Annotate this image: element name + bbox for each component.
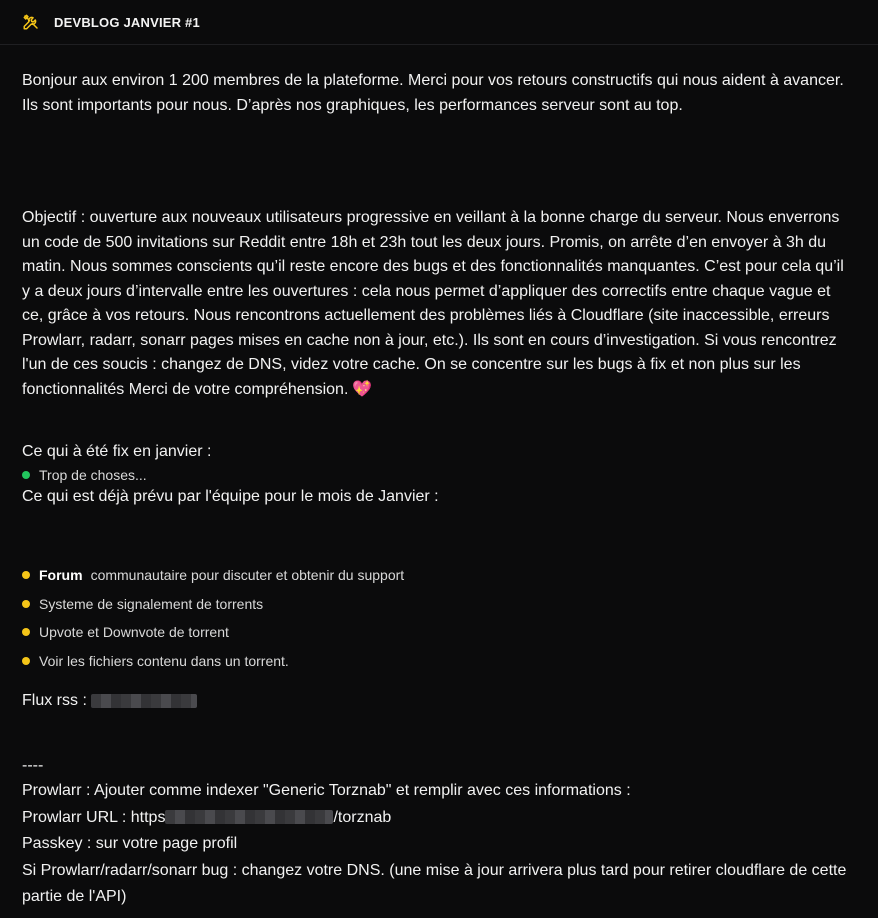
planned-title: Ce qui est déjà prévu par l'équipe pour le mois de Janvier :: [22, 487, 439, 505]
passkey-line: Passkey : sur votre page profil: [22, 835, 238, 852]
planned-item-label: Upvote et Downvote de torrent: [39, 624, 229, 641]
planned-item-bold: Forum: [39, 567, 83, 584]
post-header: [0, 0, 878, 45]
list-item: [22, 465, 856, 485]
separator: ----: [22, 756, 44, 774]
planned-item-label: Voir les fichiers contenu dans un torrent.: [39, 652, 289, 669]
prowlarr-url-suffix: /torznab: [333, 808, 392, 826]
planned-item-label: Systeme de signalement de torrents: [39, 595, 264, 612]
prowlarr-url-prefix: Prowlarr URL : https: [22, 808, 166, 826]
prowlarr-section: [22, 778, 856, 911]
yellow-bullet-icon: [22, 657, 30, 665]
prowlarr-bug-line: Si Prowlarr/radarr/sonarr bug : changez votre DNS. (une mise à jour arrivera plus tard pour retirer cloudflare de cette partie de l'API): [22, 861, 847, 905]
rss-label: Flux rss :: [22, 692, 87, 709]
intro-paragraph: Bonjour aux environ 1 200 membres de la plateforme. Merci pour vos retours constructifs qui nous aident à avancer. Ils sont importants pour nous. D’après nos graphiques, les performances serveur sont au top.: [22, 72, 844, 114]
green-bullet-icon: [22, 471, 30, 479]
planned-item-label: communautaire pour discuter et obtenir du support: [90, 567, 405, 584]
objectif-paragraph: [22, 206, 856, 402]
redacted-prowlarr-url: [165, 810, 333, 824]
heart-icon: 💖: [352, 380, 373, 398]
prowlarr-intro: Prowlarr : Ajouter comme indexer "Generic Torznab" et remplir avec ces informations :: [22, 782, 631, 799]
fixed-title: Ce qui à été fix en janvier :: [22, 443, 212, 460]
tools-icon: [22, 13, 40, 31]
list-item: [22, 590, 856, 619]
prowlarr-url-line: [22, 805, 856, 832]
fixed-item-label: Trop de choses...: [39, 466, 147, 483]
post-body: [0, 69, 878, 911]
planned-list: [22, 561, 856, 675]
redacted-rss-url: [91, 694, 197, 708]
yellow-bullet-icon: [22, 600, 30, 608]
objectif-text: Objectif : ouverture aux nouveaux utilisateurs progressive en veillant à la bonne charge du serveur. Nous enverrons un code de 500 invitations sur Reddit entre 18h et 23h tout les deux jours. Promis, on arrête d’en envoyer à 3h du matin. Nous sommes conscients qu’il reste encore des bugs et des fonctionnalités manquantes. C’est pour cela qu’il y a deux jours d’intervalle entre les ouvertures : cela nous permet d’appliquer des correctifs entre chaque vague et ce, grâce à vos retours. Nous rencontrons actuellement des problèmes liés à Cloudflare (site inaccessible, erreurs Prowlarr, radarr, sonarr pages mises en cache non à jour, etc.). Ils sont en cours d’investigation. Si vous rencontrez l'un de ces soucis : changez de DNS, videz votre cache. On se concentre sur les bugs à fix et non plus sur les fonctionnalités Merci de votre compréhension.: [22, 209, 844, 398]
list-item: [22, 647, 856, 676]
yellow-bullet-icon: [22, 628, 30, 636]
list-item: [22, 561, 856, 590]
post-title: DEVBLOG JANVIER #1: [54, 14, 200, 30]
rss-line: [22, 689, 856, 714]
yellow-bullet-icon: [22, 571, 30, 579]
list-item: [22, 618, 856, 647]
